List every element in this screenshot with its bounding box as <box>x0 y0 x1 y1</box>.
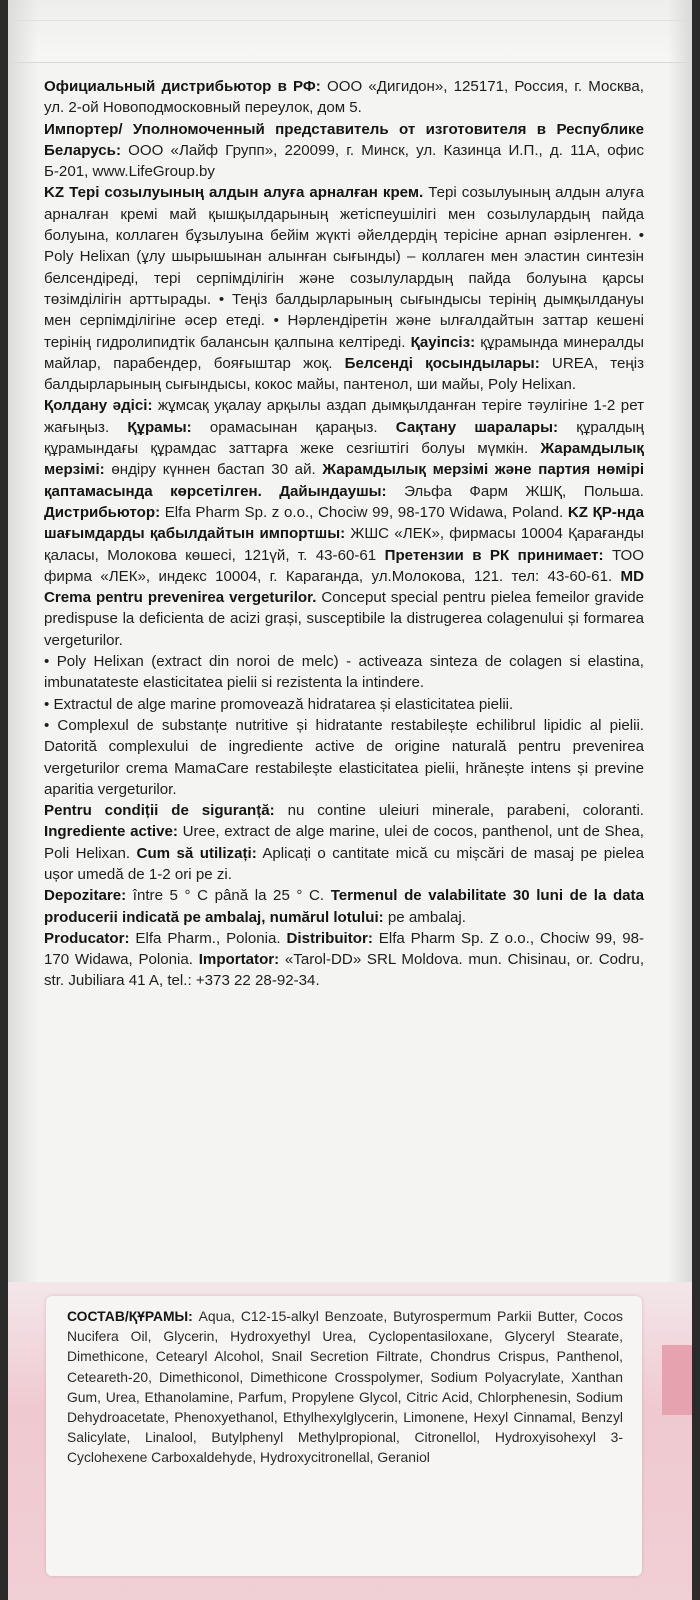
md-safety-paragraph: Pentru condiții de siguranță: nu contine uleiuri minerale, parabeni, coloranti. Ingrediente active: Uree, extract de alge marine, ulei de cocos, panthenol, unt de Shea, Poli Helixan. Cum să utilizați: Aplicați o cantitate mică cu mișcări de masaj pe pielea ușor umedă de 1-2 ori pe zi. <box>44 802 645 883</box>
label-text-block <box>44 76 644 992</box>
flap-crease <box>14 20 686 43</box>
pink-side-stripe <box>662 1345 692 1415</box>
md-bullet-complex: • Complexul de substanțe nutritive și hidratante restabilește echilibrul lipidic al pielii. Datorită complexului de ingrediente active de origine naturală pentru prevenirea vergeturilor crema MamaCare restabilește elasticitatea pielii, hrănește intens și previne aparitia vergeturilor. <box>44 716 644 798</box>
ingredients-list <box>67 1306 623 1468</box>
md-storage-paragraph: Depozitare: între 5 ° C până la 25 ° C. Termenul de valabilitate 30 luni de la data producerii indicată pe ambalaj, numărul lotului: pe ambalaj. <box>44 887 644 926</box>
ingredients-label: СОСТАВ/ҚҰРАМЫ: <box>67 1308 193 1324</box>
distributor-rf-paragraph: Официальный дистрибьютор в РФ: ООО «Дигидон», 125171, Россия, г. Москва, ул. 2-ой Новоподмосковный переулок, дом 5. <box>44 78 644 117</box>
md-producer-paragraph: Producator: Elfa Pharm., Polonia. Distribuitor: Elfa Pharm Sp. Z o.o., Chociw 99, 98-170 Widawa, Polonia. Importator: «Tarol-DD» SRL Moldova. mun. Chisinau, or. Codru, str. Jubiliara 41 A, tel.: +373 22 28-92-34. <box>44 929 645 990</box>
md-bullet-algae: • Extractul de alge marine promovează hidratarea și elasticitatea pielii. <box>44 695 514 713</box>
kz-usage-paragraph: Қолдану әдісі: жұмсақ уқалау арқылы аздап дымқылданған теріге тәулігіне 1-2 рет жағыңыз. Құрамы: орамасынан қараңыз. Сақтану шаралары: құралдың құрамындағы құрамдас заттарға жеке сезгіштігі болуы мүмкін. Жарамдылық мерзімі: өндіру күннен бастап 30 ай. Жарамдылық мерзімі және партия нөмірі қаптамасында көрсетілген. Дайындаушы: Эльфа Фарм ЖШҚ, Польша. Дистрибьютор: Elfa Pharm Sp. z o.o., Chociw 99, 98-170 Widawa, Poland. KZ ҚР-нда шағымдарды қабылдайтын импортшы: ЖШС «ЛЕК», фирмасы 10004 Қарағанды қаласы, Молокова көшесі, 121үй, т. 43-60-61 Претензии в РК принимает: ТОО фирма «ЛЕК», индекс 10004, г. Караганда, ул.Молокова, 121. тел: 43-60-61. MD Crema pentru prevenirea vergeturilor. Conceput special pentru pielea femeilor gravide predispuse la deficienta de acizi grași, susceptibile la distrugerea colagenului și formarea vergeturilor. <box>44 397 645 649</box>
importer-belarus-paragraph: Импортер/ Уполномоченный представитель от изготовителя в Республике Беларусь: ООО «Лайф Групп», 220099, г. Минск, ул. Казинца И.П., д. 11А, офис Б-201, www.LifeGroup.by <box>44 120 644 181</box>
ingredients-text: Aqua, C12-15-alkyl Benzoate, Butyrospermum Parkii Butter, Cocos Nucifera Oil, Glycerin, Hydroxyethyl Urea, Cyclopentasiloxane, Glyceryl Stearate, Dimethicone, Cetearyl Alcohol, Snail Secretion Filtrate, Chondrus Crispus, Panthenol, Ceteareth-20, Dimethiconol, Dimethicone Crosspolymer, Sodium Polyacrylate, Xanthan Gum, Urea, Ethanolamine, Parfum, Propylene Glycol, Citric Acid, Chlorphenesin, Sodium Dehydroacetate, Phenoxyethanol, Ethylhexylglycerin, Limonene, Hexyl Cinnamal, Benzyl Salicylate, Linalool, Butylphenyl Methylpropional, Citronellol, Hydroxyisohexyl 3-Cyclohexene Carboxaldehyde, Hydroxycitronellal, Geraniol <box>67 1308 623 1466</box>
kz-description-paragraph: KZ Тері созылуының алдын алуға арналған крем. Тері созылуының алдын алуға арналған кремі май қышқылдарының жетіспеушілігі мен созылулардың пайда болуына, коллаген бұзылуына бейім жүкті әйелдердің терісіне арнап әзірленген. • Poly Helixan (ұлу шырышынан алынған сығынды) – коллаген мен эластин синтезін белсендіреді, тері серпімділігін және созылулардың пайда болуына қарсы төзімділігін арттырады. • Теңіз балдырларының сығындысы терінің дымқылдануы мен серпімділігіне әсер етеді. • Нәрлендіретін және ылғалдайтын заттар кешені терінің гидролипидтік балансын қалпына келтіреді. Қауіпсіз: құрамында минералды майлар, парабендер, бояғыштар жоқ. Белсенді қосындылары: UREA, теңіз балдырларының сығындысы, кокос майы, пантенол, ши майы, Poly Helixan. <box>44 184 644 394</box>
md-bullet-poly-helixan: • Poly Helixan (extract din noroi de melc) - activeaza sinteza de colagen si elastina, imbunatateste elasticitatea pielii si rezistenta la intindere. <box>44 653 644 692</box>
